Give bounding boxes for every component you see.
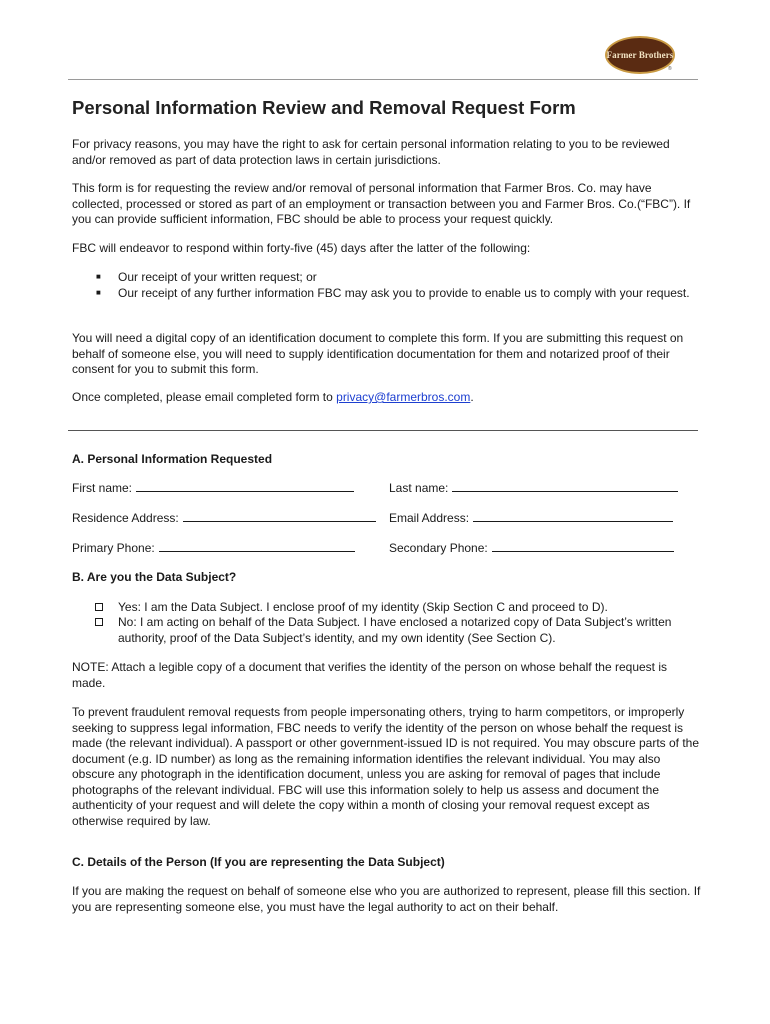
privacy-email-link[interactable]: privacy@farmerbros.com — [336, 390, 471, 404]
bullet-icon: ■ — [96, 272, 101, 281]
yes-option-label: Yes: I am the Data Subject. I enclose proof of my identity (Skip Section C and proceed to D). — [118, 600, 608, 614]
last-name-line[interactable] — [452, 481, 678, 492]
section-b-heading: B. Are you the Data Subject? — [72, 570, 237, 584]
secondary-phone-label: Secondary Phone: — [389, 541, 488, 555]
primary-phone-label: Primary Phone: — [72, 541, 155, 555]
primary-phone-field[interactable] — [72, 541, 355, 555]
farmer-brothers-logo — [605, 36, 675, 74]
yes-checkbox[interactable] — [95, 603, 103, 611]
no-option-label: No: I am acting on behalf of the Data Subject. I have enclosed a notarized copy of Data Subject’s written authority, proof of the Data Subject’s identity, and my own identity (See Section C). — [118, 615, 672, 645]
note-paragraph: NOTE: Attach a legible copy of a document that verifies the identity of the person on whose behalf the request is made. — [72, 660, 668, 690]
logo-text: Farmer Brothers — [606, 50, 674, 60]
email-address-field[interactable] — [389, 511, 673, 525]
bullet-item-2: Our receipt of any further information FBC may ask you to provide to enable us to comply with your request. — [118, 286, 690, 300]
intro-paragraph-3: FBC will endeavor to respond within forty-five (45) days after the latter of the following: — [72, 241, 531, 255]
section-divider — [68, 430, 698, 431]
first-name-line[interactable] — [136, 481, 354, 492]
header-divider — [68, 79, 698, 80]
bullet-icon: ■ — [96, 288, 101, 297]
email-instruction-text: Once completed, please email completed form to — [72, 390, 337, 404]
section-c-paragraph: If you are making the request on behalf of someone else who you are authorized to represent, please fill this section. If you are representing someone else, you must have the legal authority to act on their behalf. — [72, 884, 701, 914]
last-name-label: Last name: — [389, 481, 449, 495]
last-name-field[interactable] — [389, 481, 678, 495]
primary-phone-line[interactable] — [159, 541, 355, 552]
no-checkbox[interactable] — [95, 618, 103, 626]
residence-address-line[interactable] — [183, 511, 376, 522]
intro-paragraph-1: For privacy reasons, you may have the right to ask for certain personal information relating to you to be reviewed and/or removed as part of data protection laws in certain jurisdictions. — [72, 137, 670, 167]
first-name-field[interactable] — [72, 481, 354, 495]
email-address-line[interactable] — [473, 511, 673, 522]
secondary-phone-line[interactable] — [492, 541, 674, 552]
registered-mark: ® — [668, 66, 672, 72]
bullet-item-1: Our receipt of your written request; or — [118, 270, 317, 284]
residence-address-label: Residence Address: — [72, 511, 179, 525]
page-title: Personal Information Review and Removal Request Form — [72, 97, 576, 118]
digital-copy-paragraph: You will need a digital copy of an identification document to complete this form. If you are submitting this request on behalf of someone else, you will need to supply identification documentation for them and notarized proof of their consent for you to submit this form. — [72, 331, 684, 376]
section-c-heading: C. Details of the Person (If you are representing the Data Subject) — [72, 855, 445, 869]
email-instruction — [72, 390, 702, 406]
fraud-paragraph: To prevent fraudulent removal requests from people impersonating others, trying to harm competitors, or improperly seeking to suppress legal information, FBC needs to verify the identity of the person on whose behalf the request is made (the relevant individual). A passport or other government-issued ID is not required. You may obscure parts of the document (e.g. ID number) as long as the remaining information identifies the relevant individual. You may also obscure any photograph in the identification document, unless you are asking for removal of pages that include photographs of the relevant individual. FBC will use this information solely to help us assess and document the authenticity of your request and will delete the copy within a month of closing your removal request except as otherwise required by law. — [72, 705, 700, 828]
secondary-phone-field[interactable] — [389, 541, 674, 555]
section-a-heading: A. Personal Information Requested — [72, 452, 273, 466]
residence-address-field[interactable] — [72, 511, 376, 525]
email-instruction-end: . — [470, 390, 474, 404]
email-address-label: Email Address: — [389, 511, 470, 525]
intro-paragraph-2: This form is for requesting the review and/or removal of personal information that Farmer Bros. Co. may have collected, processed or stored as part of an employment or transaction between you and Farmer Bros. Co.(“FBC”). If you can provide sufficient information, FBC should be able to process your request quickly. — [72, 181, 691, 226]
first-name-label: First name: — [72, 481, 133, 495]
